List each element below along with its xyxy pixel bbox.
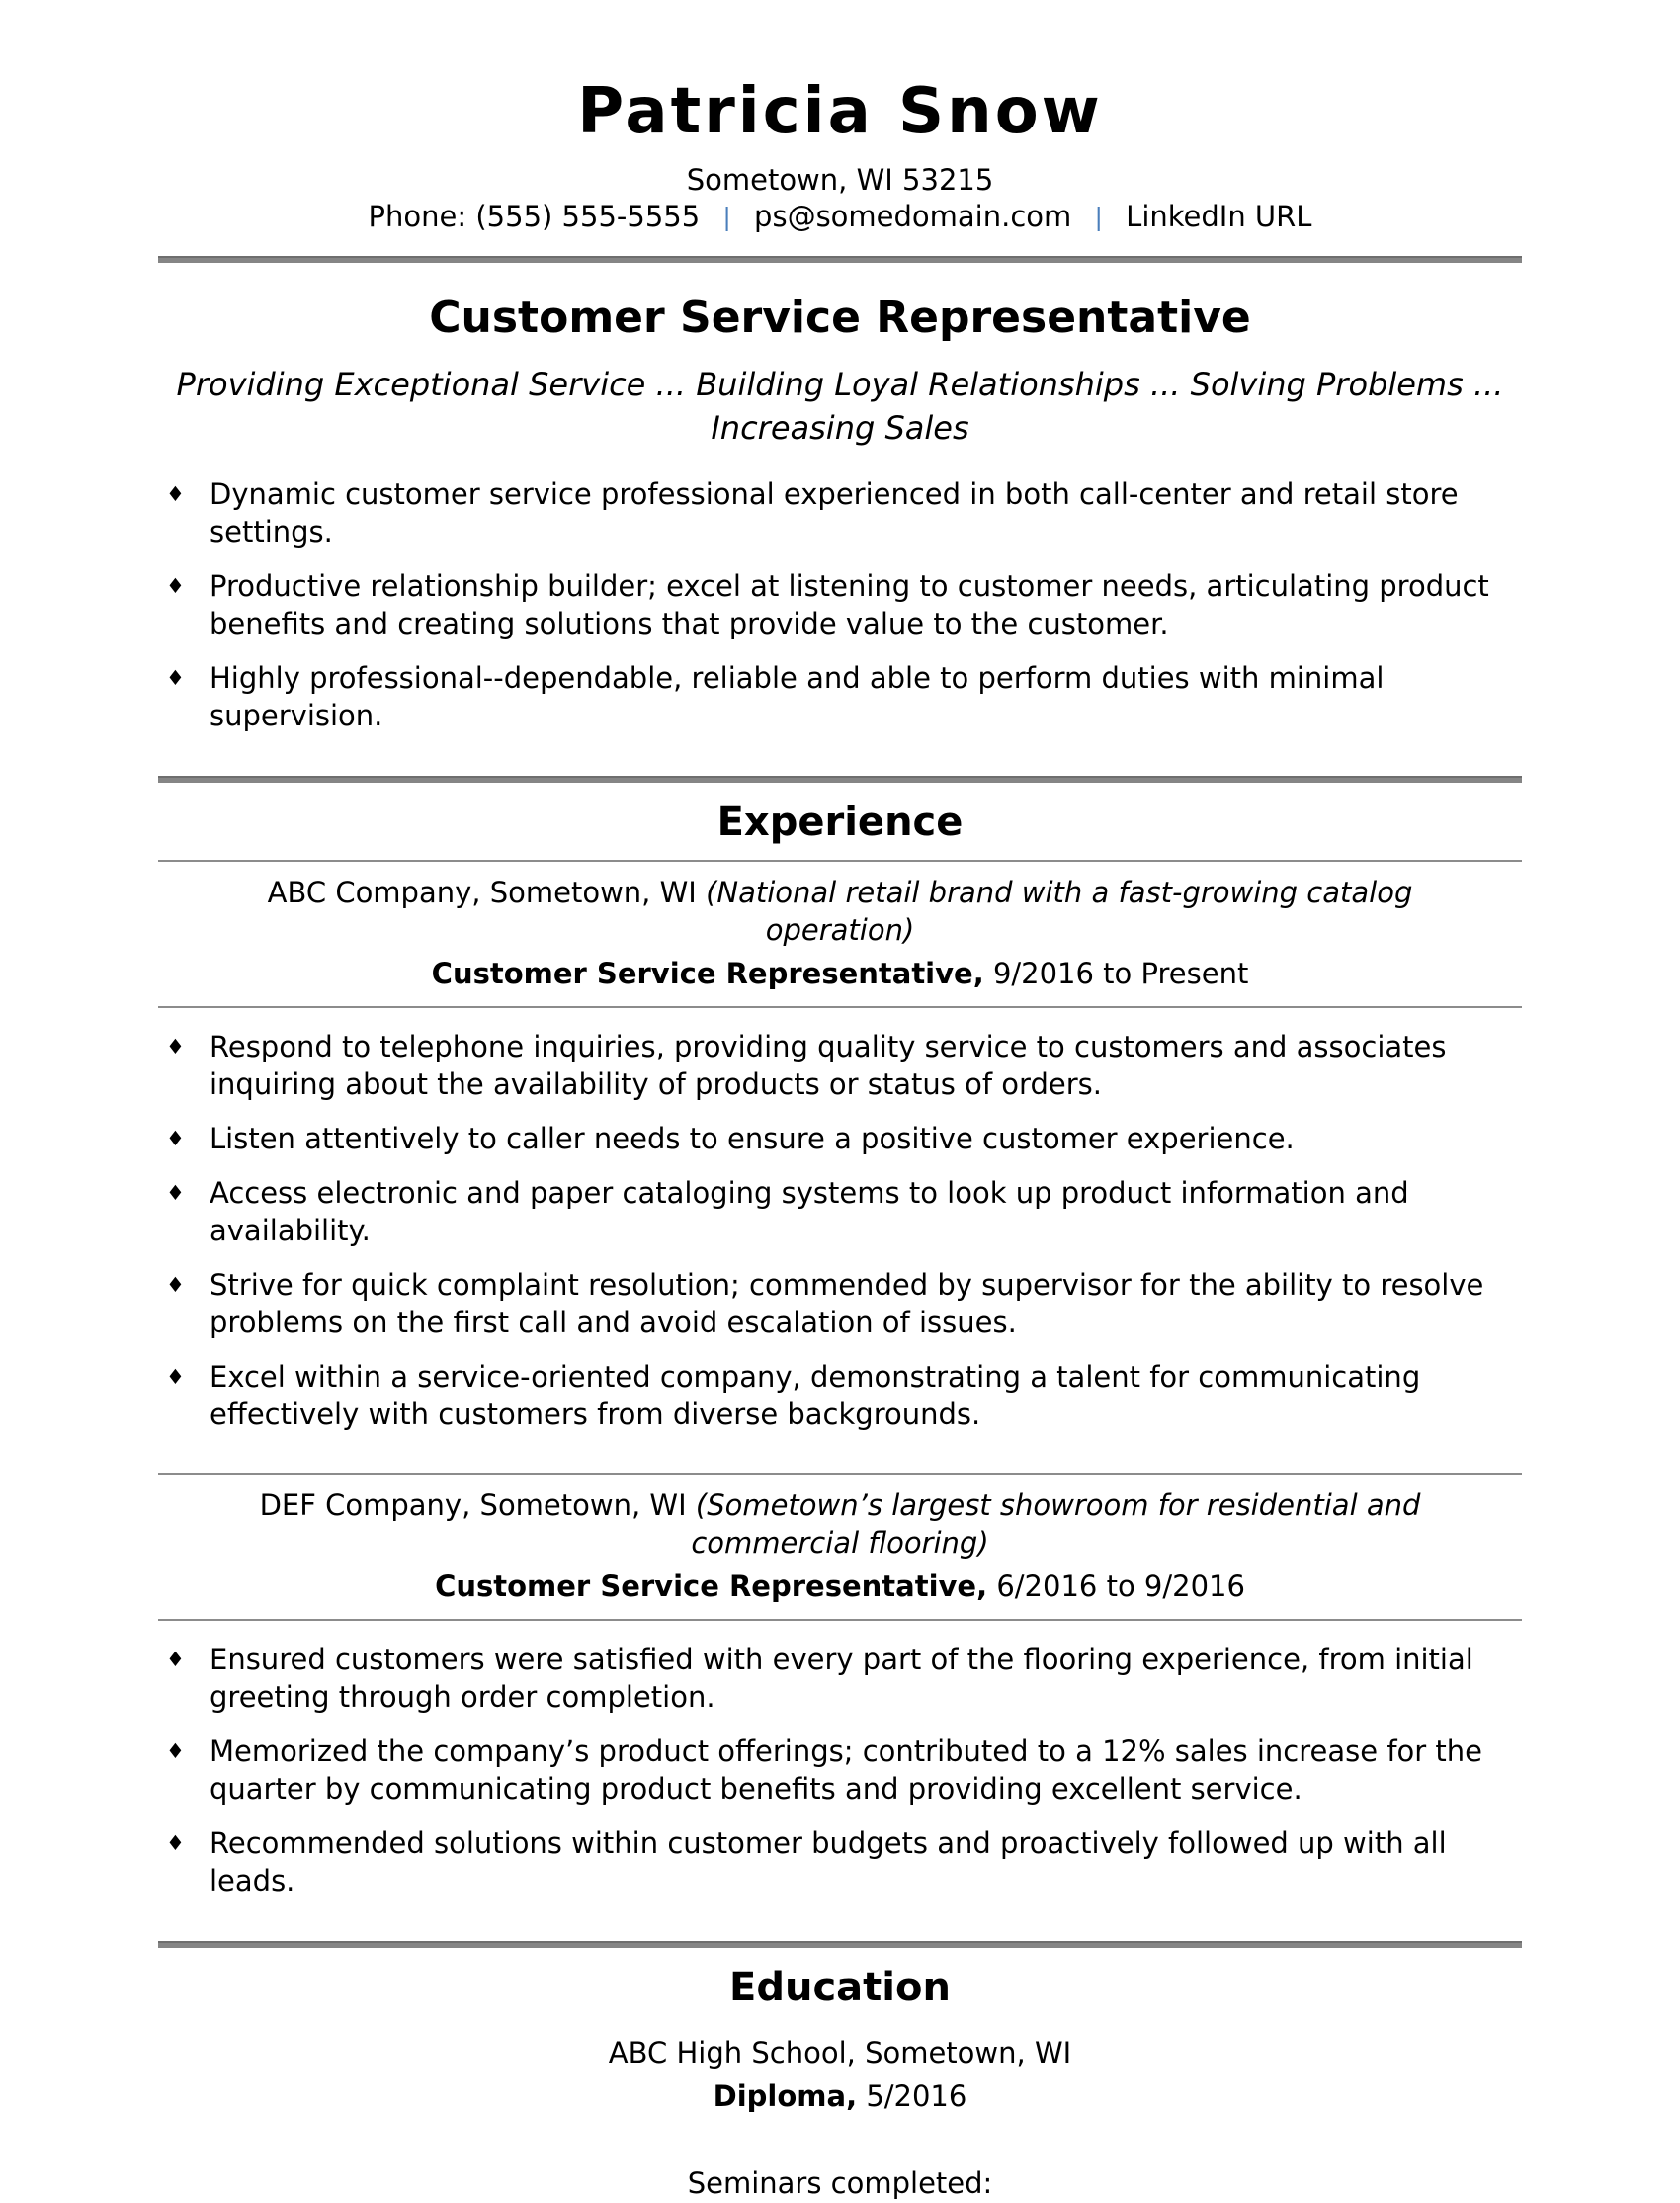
job-company-line [198,874,1482,949]
list-item [158,1641,1522,1716]
bullet-text: Listen attentively to caller needs to ensure a positive customer experience. [210,1122,1295,1156]
location-line: Sometown, WI 53215 [686,163,994,198]
list-item [158,567,1522,642]
bullet-text: Excel within a service-oriented company, demonstrating a talent for communicating effectively with customers from diverse backgrounds. [210,1360,1421,1432]
list-item [158,1028,1522,1103]
bullet-diamond-icon: ♦ [166,666,185,691]
bullet-diamond-icon: ♦ [166,1035,185,1059]
bullet-diamond-icon: ♦ [166,482,185,507]
separator-pipe-icon: | [722,203,731,232]
job-dates: 9/2016 to Present [992,957,1249,991]
job-divider-thin [158,1006,1522,1008]
bullet-text: Access electronic and paper cataloging systems to look up product information and availability. [210,1176,1409,1248]
degree-name: Diploma, [713,2079,858,2114]
bullet-diamond-icon: ♦ [166,1181,185,1206]
resume-title: Customer Service Representative [429,293,1251,344]
list-item [158,1358,1522,1433]
bullet-text: Productive relationship builder; excel at listening to customer needs, articulating product benefits and creating solutions that provide value to the customer. [210,569,1489,641]
job-divider-thin [158,860,1522,862]
degree-date: 5/2016 [866,2079,967,2114]
separator-pipe-icon: | [1094,203,1103,232]
job-divider-thin [158,1473,1522,1475]
bullet-text: Ensured customers were satisfied with every part of the flooring experience, from initial greeting through order completion. [210,1643,1473,1715]
education-school: ABC High School, Sometown, WI [608,2036,1072,2071]
education-degree-line [158,2076,1522,2116]
job-dates: 6/2016 to 9/2016 [996,1569,1245,1604]
bullet-diamond-icon: ♦ [166,1648,185,1672]
phone-number: Phone: (555) 555-5555 [368,200,701,234]
contact-line [158,199,1522,236]
job-bullet-list [158,1028,1522,1433]
job-title: Customer Service Representative, [435,1569,988,1604]
bullet-text: Highly professional--dependable, reliable and able to perform duties with minimal supervision. [210,661,1385,733]
bullet-diamond-icon: ♦ [166,1365,185,1390]
company-note: (National retail brand with a fast-growing catalog operation) [706,876,1413,948]
email-address: ps@somedomain.com [754,200,1072,234]
bullet-text: Memorized the company’s product offerings; contributed to a 12% sales increase for the quarter by communicating product benefits and providing excellent service. [210,1735,1483,1807]
list-item [158,1824,1522,1900]
bullet-diamond-icon: ♦ [166,1831,185,1856]
bullet-diamond-icon: ♦ [166,1273,185,1298]
bullet-diamond-icon: ♦ [166,1739,185,1764]
list-item [158,659,1522,734]
education-heading: Education [729,1965,951,2011]
linkedin-url: LinkedIn URL [1126,200,1312,234]
job-title: Customer Service Representative, [431,957,984,991]
company-name: DEF Company, Sometown, WI [259,1488,687,1523]
bullet-text: Strive for quick complaint resolution; commended by supervisor for the ability to resolve problems on the first call and avoid escalation of issues. [210,1268,1484,1340]
job-title-line [158,1568,1522,1605]
job-divider-thin [158,1619,1522,1621]
list-item [158,1120,1522,1157]
company-name: ABC Company, Sometown, WI [267,876,697,910]
education-seminars-label: Seminars completed: [687,2166,993,2201]
job-title-line [158,955,1522,992]
tagline: Providing Exceptional Service ... Building Loyal Relationships ... Solving Problems ... Increasing Sales [176,366,1504,448]
company-note: (Sometown’s largest showroom for residential and commercial flooring) [691,1488,1421,1561]
job-company-line [198,1486,1482,1562]
bullet-diamond-icon: ♦ [166,1127,185,1151]
section-divider-thick [158,1941,1522,1948]
section-divider-thick [158,776,1522,783]
section-divider-thick [158,256,1522,263]
candidate-name: Patricia Snow [577,75,1103,148]
bullet-text: Respond to telephone inquiries, providing quality service to customers and associates inquiring about the availability of products or status of orders. [210,1030,1447,1102]
list-item [158,1266,1522,1341]
list-item [158,475,1522,551]
job-bullet-list [158,1641,1522,1900]
list-item [158,1174,1522,1249]
list-item [158,1733,1522,1808]
experience-heading: Experience [716,800,964,846]
bullet-text: Dynamic customer service professional experienced in both call-center and retail store settings. [210,477,1459,550]
bullet-diamond-icon: ♦ [166,574,185,599]
summary-bullet-list [158,475,1522,734]
bullet-text: Recommended solutions within customer budgets and proactively followed up with all leads. [210,1826,1447,1899]
